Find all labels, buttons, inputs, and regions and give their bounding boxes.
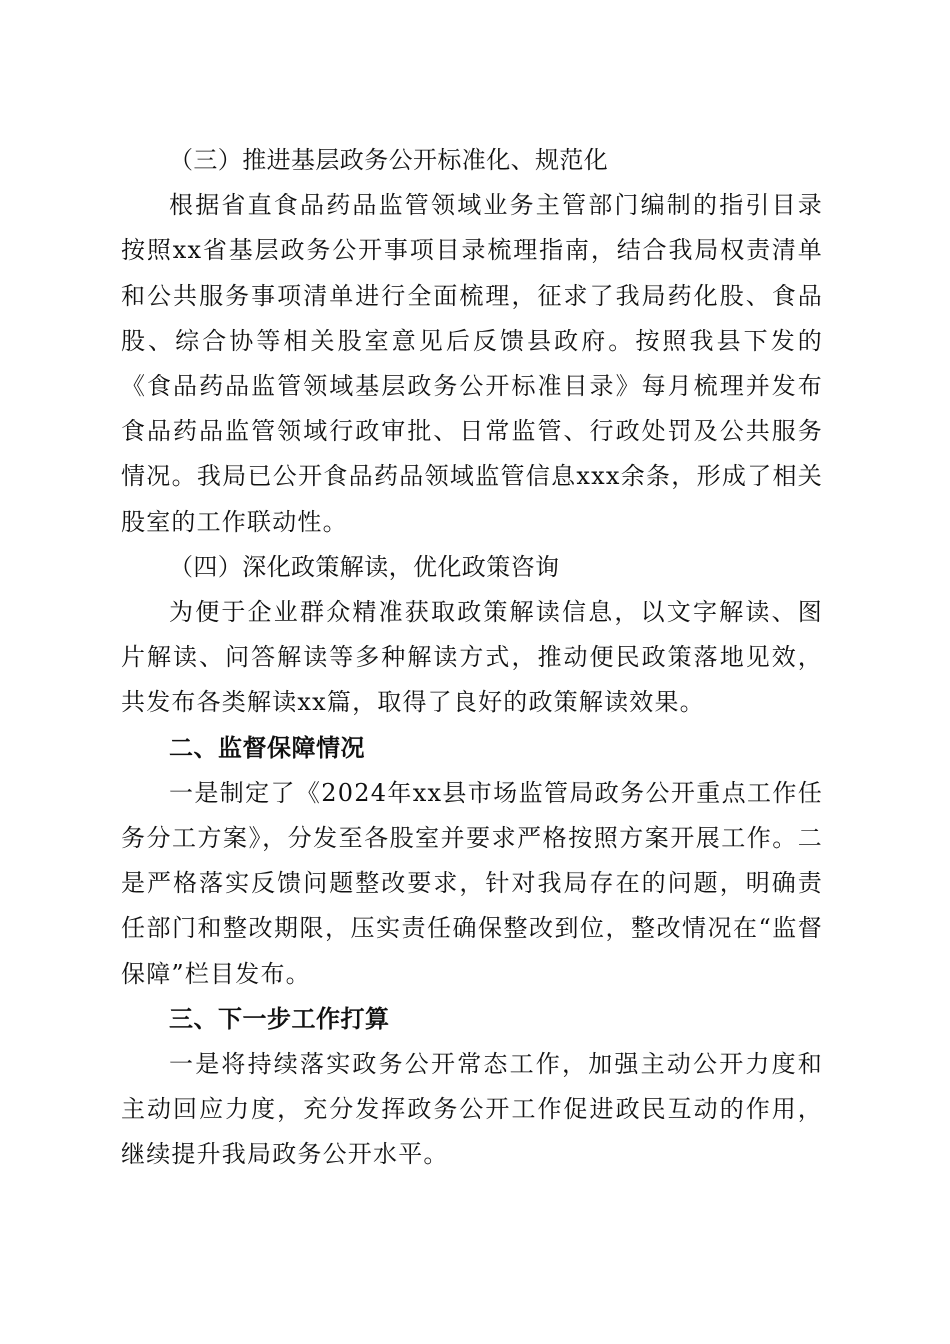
part-3-heading: 三、下一步工作打算 — [169, 1004, 390, 1033]
section-3-body: 根据省直食品药品监管领域业务主管部门编制的指引目录按照xx省基层政务公开事项目录梳理指南，结合我局权责清单和公共服务事项清单进行全面梳理，征求了我局药化股、食品股、综合协等相关股室意见后反馈县政府。按照我县下发的《食品药品监管领域基层政务公开标准目录》每月梳理并发布食品药品监管领域行政审批、日常监管、行政处罚及公共服务情况。我局已公开食品药品领域监管信息xxx余条，形成了相关股室的工作联动性。 — [121, 191, 823, 536]
document-page — [121, 138, 823, 1178]
part-3-body: 一是将持续落实政务公开常态工作，加强主动公开力度和主动回应力度，充分发挥政务公开工作促进政民互动的作用，继续提升我局政务公开水平。 — [121, 1050, 823, 1169]
part-2-heading: 二、监督保障情况 — [169, 733, 365, 762]
part-2-body: 一是制定了《2024年xx县市场监管局政务公开重点工作任务分工方案》，分发至各股室并要求严格按照方案开展工作。二是严格落实反馈问题整改要求，针对我局存在的问题，明确责任部门和整改期限，压实责任确保整改到位，整改情况在“监督保障”栏目发布。 — [121, 778, 823, 988]
section-4-body: 为便于企业群众精准获取政策解读信息，以文字解读、图片解读、问答解读等多种解读方式，推动便民政策落地见效，共发布各类解读xx篇，取得了良好的政策解读效果。 — [121, 598, 823, 717]
section-3-heading: （三）推进基层政务公开标准化、规范化 — [169, 146, 609, 174]
section-4-heading: （四）深化政策解读，优化政策咨询 — [169, 552, 560, 581]
